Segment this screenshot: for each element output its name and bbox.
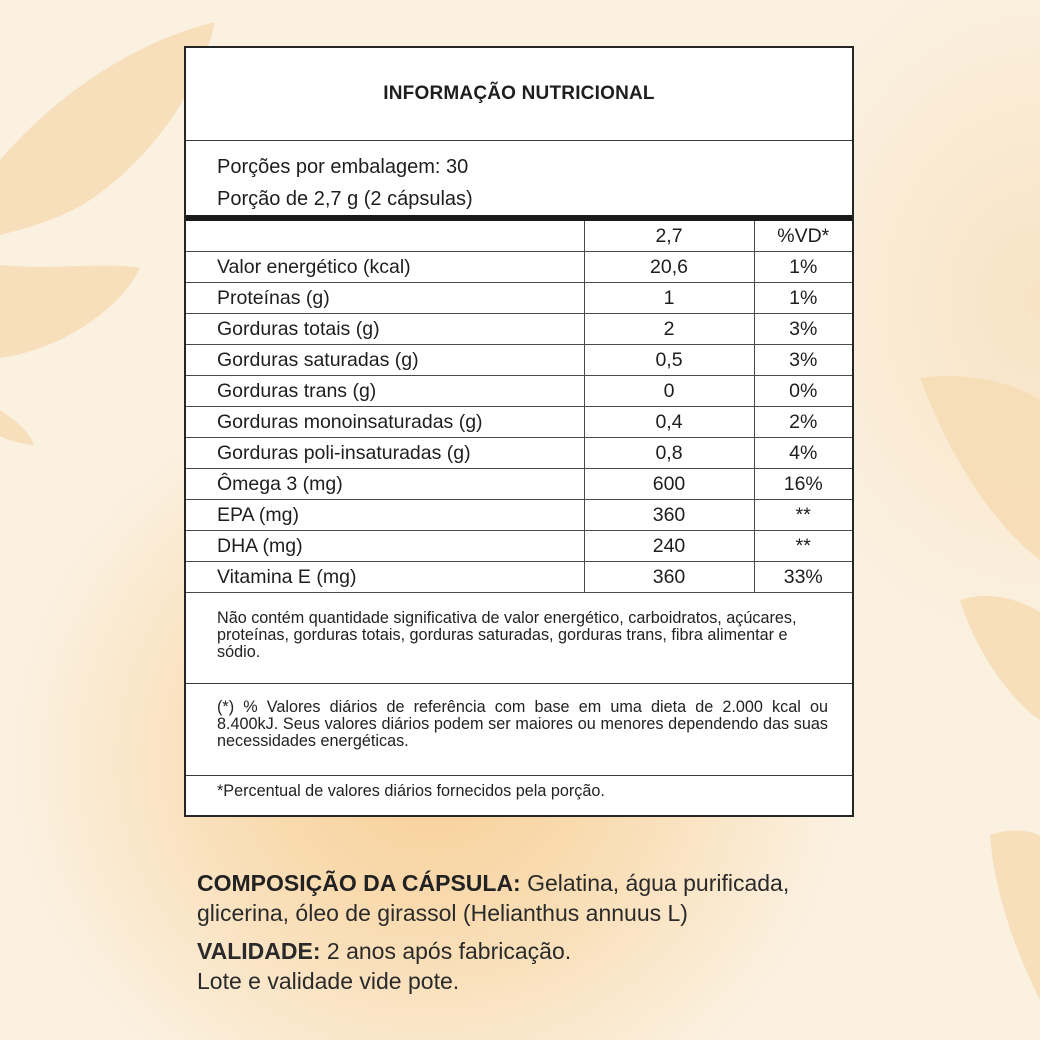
nutrient-name: Valor energético (kcal) (186, 252, 584, 283)
table-row (186, 407, 852, 438)
nutrient-name: Proteínas (g) (186, 283, 584, 314)
nutrient-name: Vitamina E (mg) (186, 562, 584, 593)
validity-text: 2 anos após fabricação. (320, 938, 572, 964)
table-header-row (186, 221, 852, 252)
table-row (186, 252, 852, 283)
validity-label: VALIDADE: (197, 938, 321, 964)
header-nutrient (186, 221, 584, 252)
table-row (186, 376, 852, 407)
nutrient-dv: 2% (754, 407, 852, 438)
composition-text-2: glicerina, óleo de girassol (Helianthus annuus L) (197, 900, 688, 926)
leaf-shape-left (0, 265, 140, 358)
percent-footnote: *Percentual de valores diários fornecidos pela porção. (217, 782, 605, 800)
serving-info (186, 141, 852, 221)
composition-text-1: Gelatina, água purificada, (520, 870, 790, 896)
daily-value-reference-note: (*) % Valores diários de referência com base em uma dieta de 2.000 kcal ou 8.400kJ. Seus valores diários podem ser maiores ou menores dependendo das suas necessidades energéticas. (186, 684, 852, 776)
nutrition-title: INFORMAÇÃO NUTRICIONAL (186, 48, 852, 141)
servings-per-package: Porções por embalagem: 30 (217, 156, 469, 178)
nutrient-name: EPA (mg) (186, 500, 584, 531)
nutrient-amount: 0,8 (584, 438, 754, 469)
nutrient-amount: 1 (584, 283, 754, 314)
nutrient-dv: ** (754, 500, 852, 531)
table-row (186, 500, 852, 531)
nutrient-amount: 20,6 (584, 252, 754, 283)
table-row (186, 345, 852, 376)
nutrition-table (186, 221, 852, 593)
table-row (186, 314, 852, 345)
nutrient-name: Gorduras trans (g) (186, 376, 584, 407)
not-significant-note: Não contém quantidade significativa de valor energético, carboidratos, açúcares, proteínas, gorduras totais, gorduras saturadas, gorduras trans, fibra alimentar e sódio. (186, 593, 852, 684)
nutrient-amount: 0,4 (584, 407, 754, 438)
nutrient-name: Ômega 3 (mg) (186, 469, 584, 500)
validity-line-2: Lote e validade vide pote. (197, 968, 460, 994)
nutrient-amount: 0,5 (584, 345, 754, 376)
leaf-shape-bottom-right (990, 831, 1040, 1000)
nutrient-dv: 3% (754, 345, 852, 376)
leaf-shape-left-small (0, 410, 34, 445)
serving-size: Porção de 2,7 g (2 cápsulas) (217, 188, 473, 210)
nutrient-name: Gorduras poli-insaturadas (g) (186, 438, 584, 469)
nutrient-dv: 33% (754, 562, 852, 593)
nutrient-dv: 4% (754, 438, 852, 469)
nutrition-facts-panel (184, 46, 854, 817)
header-amount: 2,7 (584, 221, 754, 252)
nutrient-amount: 0 (584, 376, 754, 407)
capsule-composition (197, 868, 789, 928)
nutrient-name: Gorduras monoinsaturadas (g) (186, 407, 584, 438)
table-row (186, 469, 852, 500)
leaf-shape-top-left (0, 22, 215, 235)
table-row (186, 562, 852, 593)
validity-line-1 (197, 936, 571, 966)
table-row (186, 531, 852, 562)
nutrient-amount: 600 (584, 469, 754, 500)
table-row (186, 283, 852, 314)
composition-line-1 (197, 868, 789, 898)
nutrient-name: DHA (mg) (186, 531, 584, 562)
leaf-shape-right (920, 376, 1040, 560)
validity-info (197, 936, 571, 996)
nutrient-dv: 0% (754, 376, 852, 407)
nutrient-amount: 2 (584, 314, 754, 345)
composition-label: COMPOSIÇÃO DA CÁPSULA: (197, 870, 521, 896)
nutrient-dv: 16% (754, 469, 852, 500)
nutrient-amount: 360 (584, 562, 754, 593)
nutrient-name: Gorduras totais (g) (186, 314, 584, 345)
header-dv: %VD* (754, 221, 852, 252)
nutrient-amount: 240 (584, 531, 754, 562)
nutrient-amount: 360 (584, 500, 754, 531)
nutrient-dv: 3% (754, 314, 852, 345)
nutrient-name: Gorduras saturadas (g) (186, 345, 584, 376)
nutrient-dv: 1% (754, 252, 852, 283)
table-row (186, 438, 852, 469)
leaf-shape-right-mid (960, 596, 1040, 720)
nutrient-dv: ** (754, 531, 852, 562)
nutrient-dv: 1% (754, 283, 852, 314)
